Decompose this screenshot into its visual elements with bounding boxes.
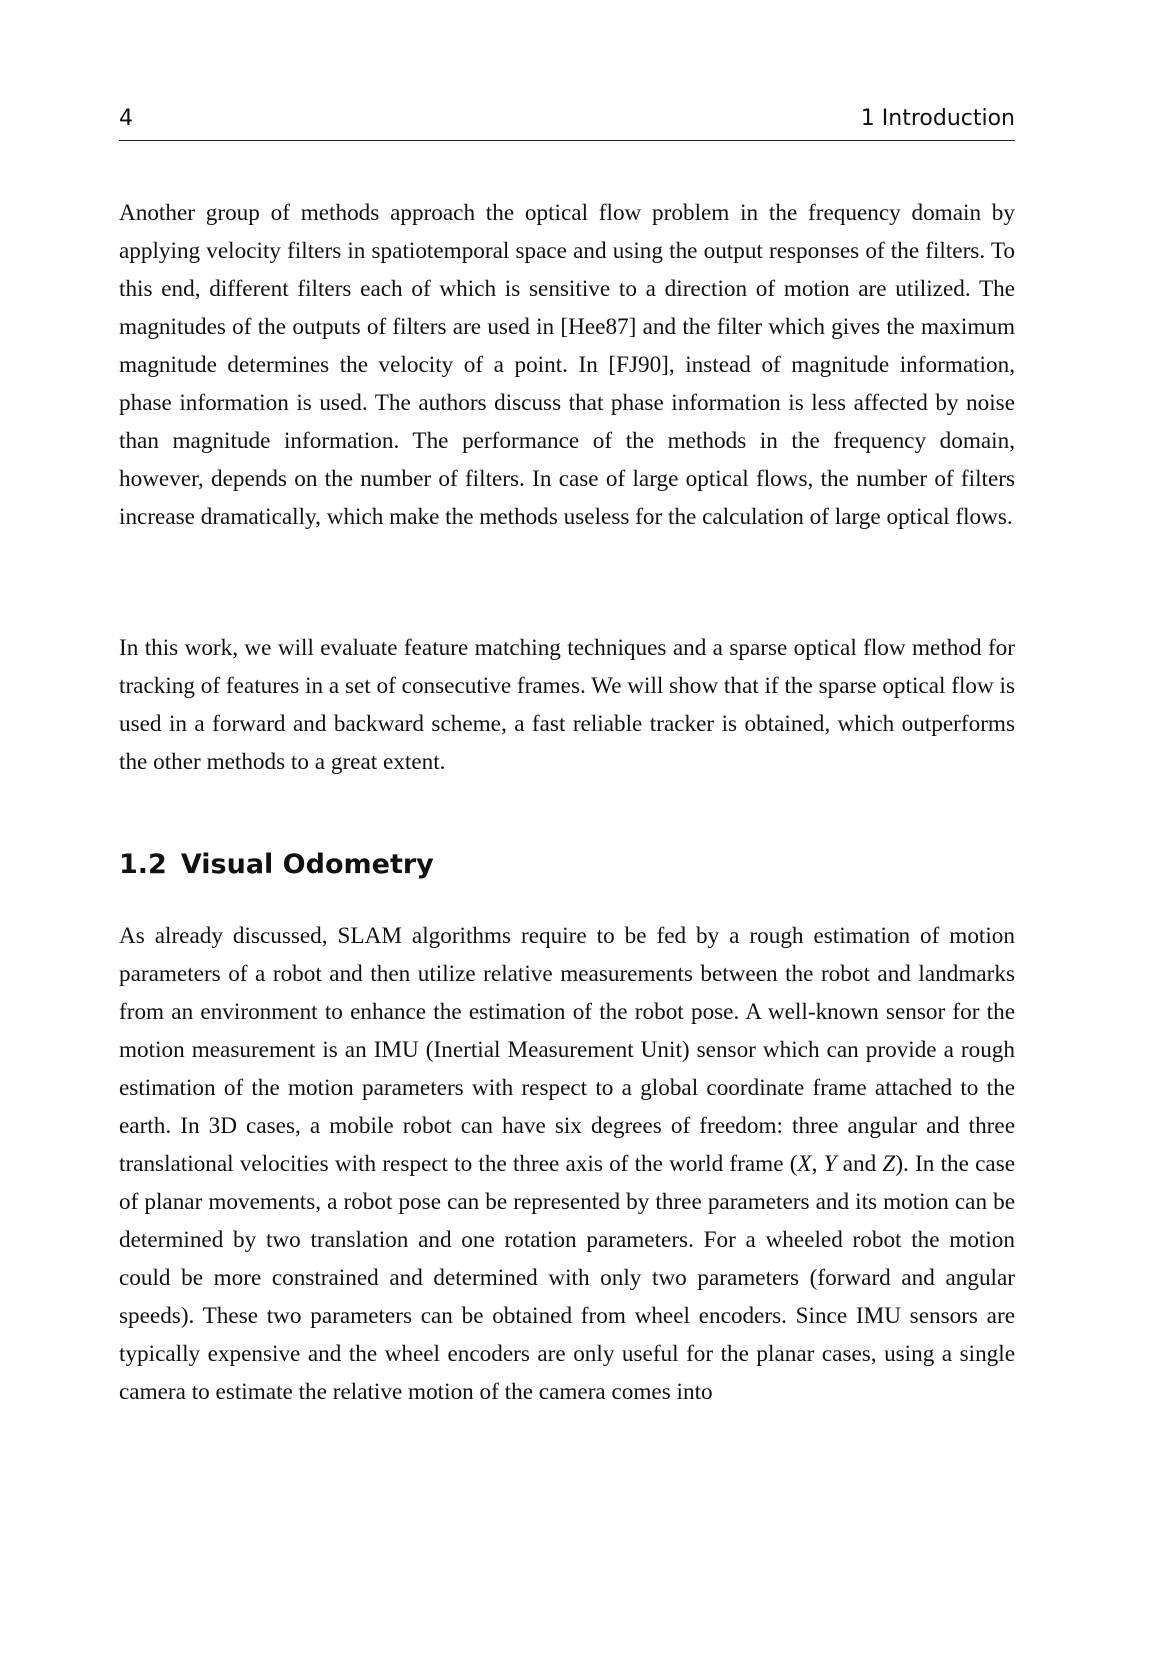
math-var-y: Y [823,1151,837,1177]
running-header [119,100,1015,141]
math-var-z: Z [882,1151,896,1177]
separator-2: and [836,1151,883,1177]
chapter-title: 1 Introduction [860,106,1015,131]
math-var-x: X [797,1151,812,1177]
section-title: Visual Odometry [180,849,434,880]
section-number: 1.2 [119,849,167,880]
paragraph-visual-odometry [119,917,1015,1411]
paragraph-frequency-domain-methods: Another group of methods approach the optical flow problem in the frequency domain by applying velocity filters in spatiotemporal space and using the output responses of the filters. To this end, different filters each of which is sensitive to a direction of motion are utilized. The magnitudes of the outputs of filters are used in [Hee87] and the filter which gives the maximum magnitude determines the velocity of a point. In [FJ90], instead of magnitude information, phase information is used. The authors discuss that phase information is less affected by noise than magnitude information. The performance of the methods in the frequency domain, however, depends on the number of filters. In case of large optical flows, the number of filters increase dramatically, which make the methods useless for the calculation of large optical flows. [119,200,1015,530]
separator-1: , [811,1151,824,1177]
section-heading [119,849,1015,880]
paragraph-this-work: In this work, we will evaluate feature matching techniques and a sparse optical flow method for tracking of features in a set of consecutive frames. We will show that if the sparse optical flow is used in a forward and backward scheme, a fast reliable tracker is obtained, which outperforms the other methods to a great extent. [119,635,1015,775]
paragraph-text-part-1: As already discussed, SLAM algorithms require to be fed by a rough estimation of motion parameters of a robot and then utilize relative measurements between the robot and landmarks from an environment to enhance the estimation of the robot pose. A well-known sensor for the motion measurement is an IMU (Inertial Measurement Unit) sensor which can provide a rough estimation of the motion parameters with respect to a global coordinate frame attached to the earth. In 3D cases, a mobile robot can have six degrees of freedom: three angular and three translational velocities with respect to the three axis of the world frame ( [119,923,1015,1177]
paragraph-text-part-2: ). In the case of planar movements, a robot pose can be represented by three parameters and its motion can be determined by two translation and one rotation parameters. For a wheeled robot the motion could be more constrained and determined with only two parameters (forward and angular speeds). These two parameters can be obtained from wheel encoders. Since IMU sensors are typically expensive and the wheel encoders are only useful for the planar cases, using a single camera to estimate the relative motion of the camera comes into [119,1151,1016,1405]
page-number: 4 [119,106,133,131]
